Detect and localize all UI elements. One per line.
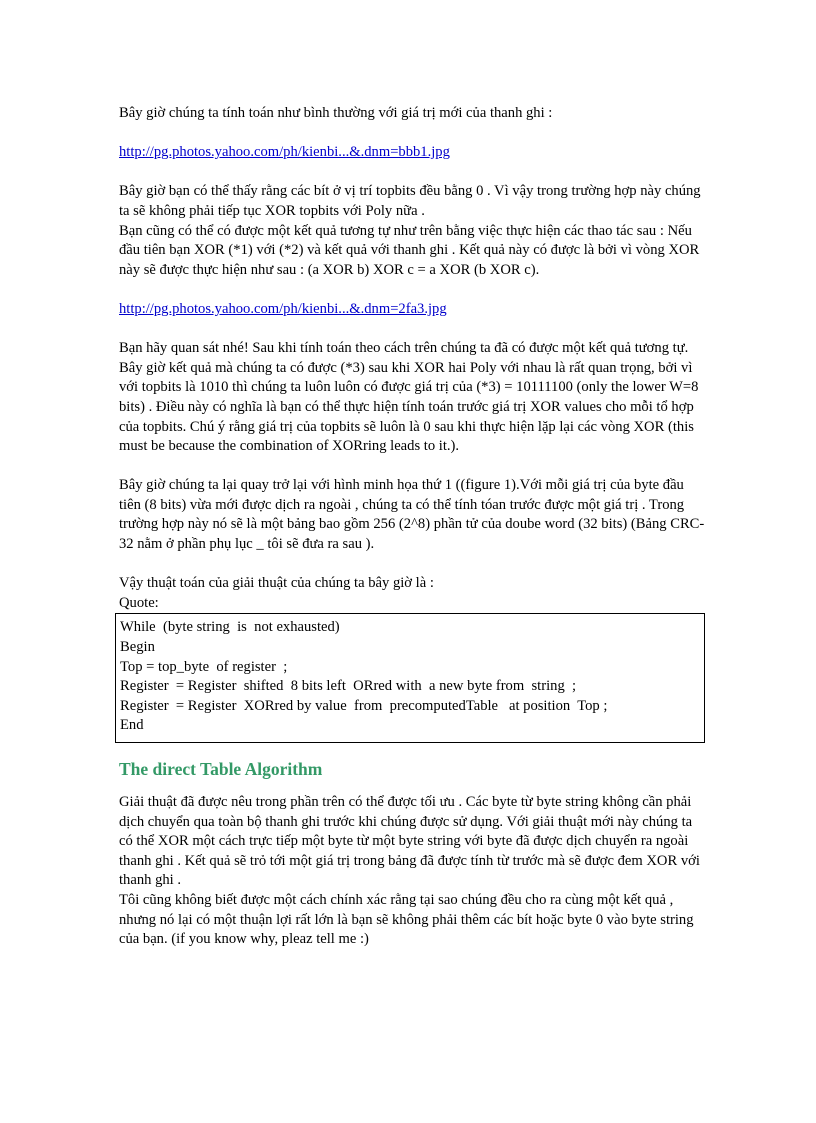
- paragraph-observe: Bạn hãy quan sát nhé! Sau khi tính toán theo cách trên chúng ta đã có được một kết quả tương tự. Bây giờ kết quả mà chúng ta có được (*3) sau khi XOR hai Poly với nhau là rất quan trọng, bởi vì với topbits là 1010 thì chúng ta luôn luôn có được giá trị của (*3) = 10111100 (only the lower W=8 bits) . Điều này có nghĩa là bạn có thể thực hiện tính toán trước giá trị XOR values cho mỗi tổ hợp của topbits. Chú ý rằng giá trị của topbits sẽ luôn là 0 sau khi thực hiện lặp lại các vòng XOR (this must be because the combination of XORring leads to it.).: [119, 340, 699, 455]
- code-line: Register = Register XORred by value from precomputedTable at position Top ;: [120, 697, 608, 714]
- code-line: Begin: [120, 639, 155, 656]
- paragraph-figure1: Bây giờ chúng ta lại quay trở lại với hình minh họa thứ 1 ((figure 1).Với mỗi giá trị của byte đầu tiên (8 bits) vừa mới được dịch ra ngoài , chúng ta có thể tính tóan trước được một giá trị . Trong trường hợp này nó sẽ là một bảng bao gồm 256 (2^8) phần tử của doube word (32 bits) (Bảng CRC-32 nằm ở phần phụ lục _ tôi sẽ đưa ra sau ).: [119, 477, 705, 553]
- code-line: End: [120, 717, 144, 734]
- quote-label: Quote:: [119, 594, 159, 611]
- paragraph-conclusion: Tôi cũng không biết được một cách chính xác rằng tại sao chúng đều cho ra cùng một kết quả , nhưng nó lại có một thuận lợi rất lớn là bạn sẽ không phải thêm các bít hoặc byte 0 vào byte string của bạn. (if you know why, pleaz tell me :): [119, 891, 694, 948]
- paragraph-direct-table: Giải thuật đã được nêu trong phần trên có thể được tối ưu . Các byte từ byte string không cần phải dịch chuyển qua toàn bộ thanh ghi trước khi chúng được sử dụng. Với giải thuật mới này chúng ta có thể XOR một cách trực tiếp một byte từ một byte string với byte đã được dịch chuyển ra ngoài thanh ghi . Kết quả sẽ trỏ tới một giá trị trong bảng đã được tính từ trước mà sẽ được đem XOR với thanh ghi .: [119, 794, 700, 889]
- paragraph-topbits: Bây giờ bạn có thể thấy rằng các bít ở vị trí topbits đều bằng 0 . Vì vậy trong trường hợp này chúng ta sẽ không phải tiếp tục XOR topbits với Poly nữa .: [119, 183, 701, 219]
- code-line: While (byte string is not exhausted): [120, 619, 340, 636]
- paragraph-xor-order: Bạn cũng có thể có được một kết quả tương tự như trên bằng việc thực hiện các thao tác sau : Nếu đầu tiên bạn XOR (*1) với (*2) và kết quả với thanh ghi . Kết quả này có được là bởi vì vòng XOR này sẽ được thực hiện như sau : (a XOR b) XOR c = a XOR (b XOR c).: [119, 222, 700, 278]
- code-line: Register = Register shifted 8 bits left ORred with a new byte from string ;: [120, 678, 577, 695]
- image-link-2fa3[interactable]: http://pg.photos.yahoo.com/ph/kienbi...&.dnm=2fa3.jpg: [119, 300, 447, 317]
- document-body: [119, 104, 709, 950]
- code-line: Top = top_byte of register ;: [120, 658, 288, 675]
- code-quote-box: [115, 613, 705, 743]
- section-heading: The direct Table Algorithm: [119, 759, 323, 779]
- paragraph-intro: Bây giờ chúng ta tính toán như bình thường với giá trị mới của thanh ghi :: [119, 105, 553, 121]
- image-link-bbb1[interactable]: http://pg.photos.yahoo.com/ph/kienbi...&.dnm=bbb1.jpg: [119, 144, 450, 161]
- paragraph-algorithm-intro: Vậy thuật toán của giải thuật của chúng ta bây giờ là :: [119, 575, 434, 592]
